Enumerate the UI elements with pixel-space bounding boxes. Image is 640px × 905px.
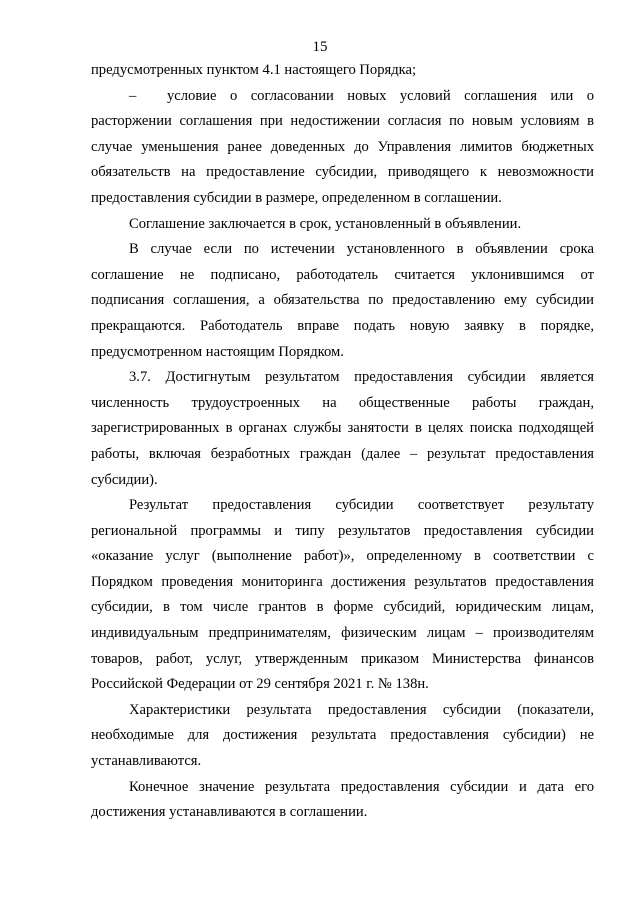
paragraph-section-3-7: 3.7. Достигнутым результатом предоставления субсидии является численность трудоустроенных на общественные работы граждан, зарегистрированных в органах службы занятости в целях поиска подходящей работы, включая безработных граждан (далее – результат предоставления субсидии).: [91, 369, 594, 488]
document-body: [91, 58, 594, 826]
paragraph-dash-item: [91, 84, 594, 212]
paragraph-agreement-term: Соглашение заключается в срок, установленный в объявлении.: [129, 215, 522, 232]
paragraph-result-characteristics: Характеристики результата предоставления субсидии (показатели, необходимые для достижения результата предоставления субсидии) не устанавливаются.: [91, 701, 594, 770]
dash-marker: –: [129, 87, 137, 104]
paragraph-unsigned-agreement: В случае если по истечении установленного в объявлении срока соглашение не подписано, работодатель считается уклонившимся от подписания соглашения, а обязательства по предоставлению ему субсидии прекращаются. Работодатель вправе подать новую заявку в порядке, предусмотренном настоящим Порядком.: [91, 241, 594, 360]
dash-item-text: условие о согласовании новых условий соглашения или о расторжении соглашения при недостижении согласия по новым условиям в случае уменьшения ранее доведенных до Управления лимитов бюджетных обязательств на предоставление субсидии, приводящего к невозможности предоставления субсидии в размере, определенном в соглашении.: [91, 87, 594, 206]
page-number: 15: [312, 39, 328, 55]
paragraph-final-value: Конечное значение результата предоставления субсидии и дата его достижения устанавливаются в соглашении.: [91, 778, 594, 821]
paragraph-result-correspondence: Результат предоставления субсидии соответствует результату региональной программы и типу результатов предоставления субсидии «оказание услуг (выполнение работ)», определенному в соответствии с Порядком проведения мониторинга достижения результатов предоставления субсидии, в том числе грантов в форме субсидий, юридическим лицам, индивидуальным предпринимателям, физическим лицам – производителям товаров, работ, услуг, утвержденным приказом Министерства финансов Российской Федерации от 29 сентября 2021 г. № 138н.: [91, 497, 594, 693]
paragraph-continuation: предусмотренных пунктом 4.1 настоящего Порядка;: [91, 62, 417, 78]
